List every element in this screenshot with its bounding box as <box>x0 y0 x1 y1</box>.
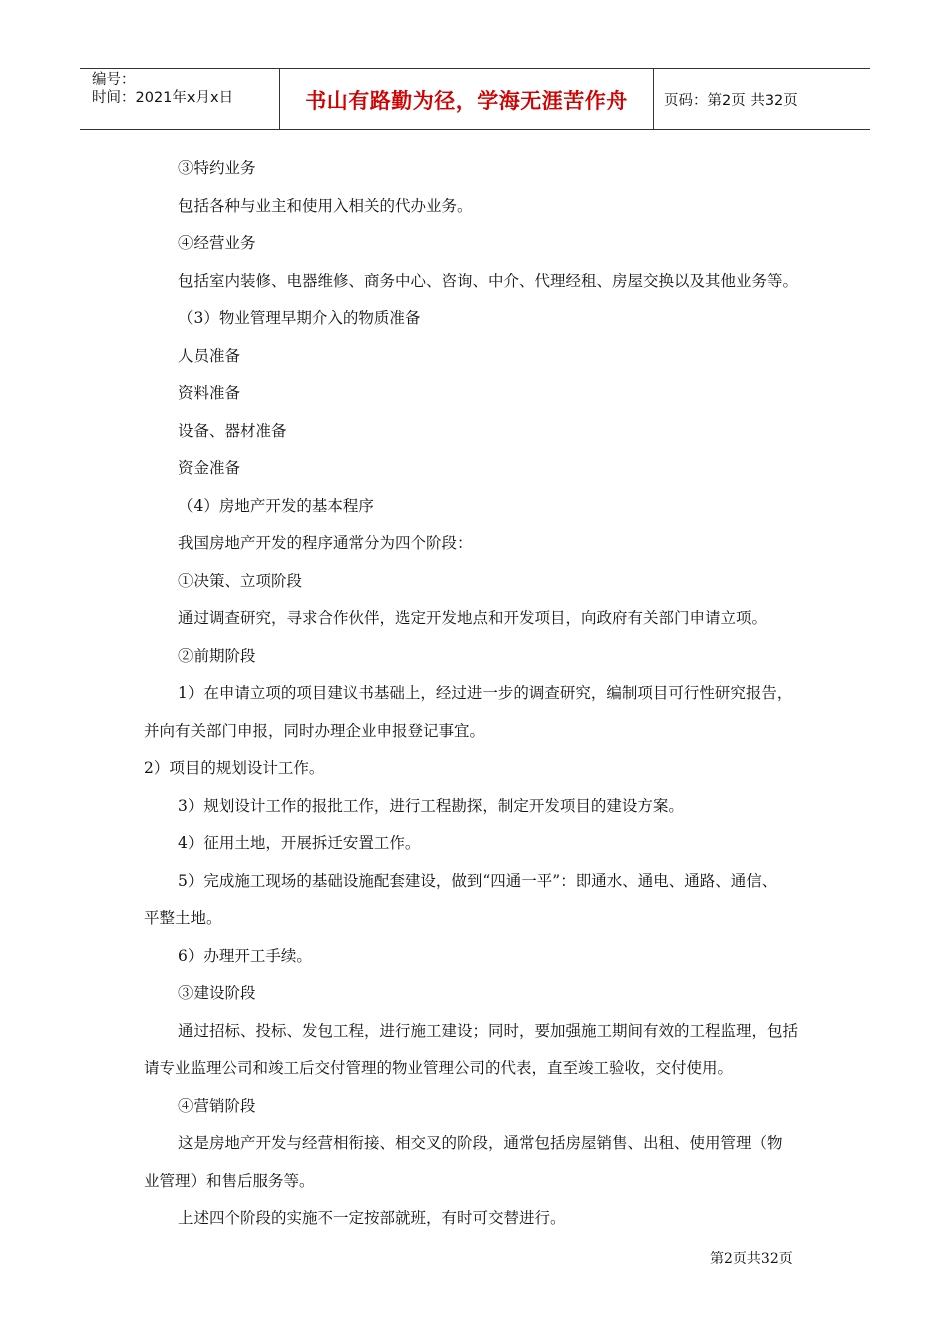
paragraph: ③建设阶段 <box>178 984 256 1002</box>
paragraph: 3）规划设计工作的报批工作，进行工程勘探，制定开发项目的建设方案。 <box>178 796 684 815</box>
paragraph: 4）征用土地，开展拆迁安置工作。 <box>178 834 421 852</box>
paragraph: 设备、器材准备 <box>178 421 287 440</box>
page-header <box>80 68 870 130</box>
paragraph: 包括室内装修、电器维修、商务中心、咨询、中介、代理经租、房屋交换以及其他业务等。 <box>178 271 799 290</box>
header-meta-cell <box>80 69 280 129</box>
paragraph: ④经营业务 <box>178 234 256 252</box>
header-motto: 书山有路勤为径，学海无涯苦作舟 <box>280 69 654 129</box>
paragraph: 通过调查研究，寻求合作伙伴，选定开发地点和开发项目，向政府有关部门申请立项。 <box>178 609 768 627</box>
paragraph: 平整土地。 <box>144 909 222 927</box>
paragraph: 请专业监理公司和竣工后交付管理的物业管理公司的代表，直至竣工验收，交付使用。 <box>144 1059 734 1077</box>
page-footer: 第2页共32页 <box>710 1251 793 1267</box>
paragraph: 包括各种与业主和使用入相关的代办业务。 <box>178 196 473 215</box>
paragraph: 2）项目的规划设计工作。 <box>144 759 325 777</box>
paragraph: 资金准备 <box>178 459 241 477</box>
paragraph: 通过招标、投标、发包工程，进行施工建设；同时，要加强施工期间有效的工程监理，包括 <box>178 1021 799 1040</box>
section-heading: （3）物业管理早期介入的物质准备 <box>178 309 421 327</box>
paragraph: ②前期阶段 <box>178 646 256 665</box>
section-heading: （4）房地产开发的基本程序 <box>178 496 374 515</box>
document-number-label: 编号： <box>92 72 136 88</box>
paragraph: 这是房地产开发与经营相衔接、相交叉的阶段，通常包括房屋销售、出租、使用管理（物 <box>178 1134 783 1152</box>
paragraph: 业管理）和售后服务等。 <box>144 1171 315 1190</box>
paragraph: ③特约业务 <box>178 159 256 177</box>
paragraph: 并向有关部门申报，同时办理企业申报登记事宜。 <box>144 721 486 740</box>
paragraph: 1）在申请立项的项目建议书基础上，经过进一步的调查研究，编制项目可行性研究报告， <box>178 684 793 702</box>
paragraph: 资料准备 <box>178 384 241 402</box>
paragraph: 人员准备 <box>178 346 241 365</box>
paragraph: 6）办理开工手续。 <box>178 946 312 965</box>
header-page-info: 页码：第2页 共32页 <box>664 92 798 109</box>
paragraph: ①决策、立项阶段 <box>178 571 303 590</box>
paragraph: 5）完成施工现场的基础设施配套建设，做到“四通一平”：即通水、通电、通路、通信、 <box>178 871 778 890</box>
paragraph: 我国房地产开发的程序通常分为四个阶段： <box>178 534 473 552</box>
document-body <box>144 150 824 1238</box>
paragraph: ④营销阶段 <box>178 1096 256 1115</box>
paragraph: 上述四个阶段的实施不一定按部就班，有时可交替进行。 <box>178 1209 566 1227</box>
document-date: 时间：2021年x月x日 <box>92 90 234 106</box>
